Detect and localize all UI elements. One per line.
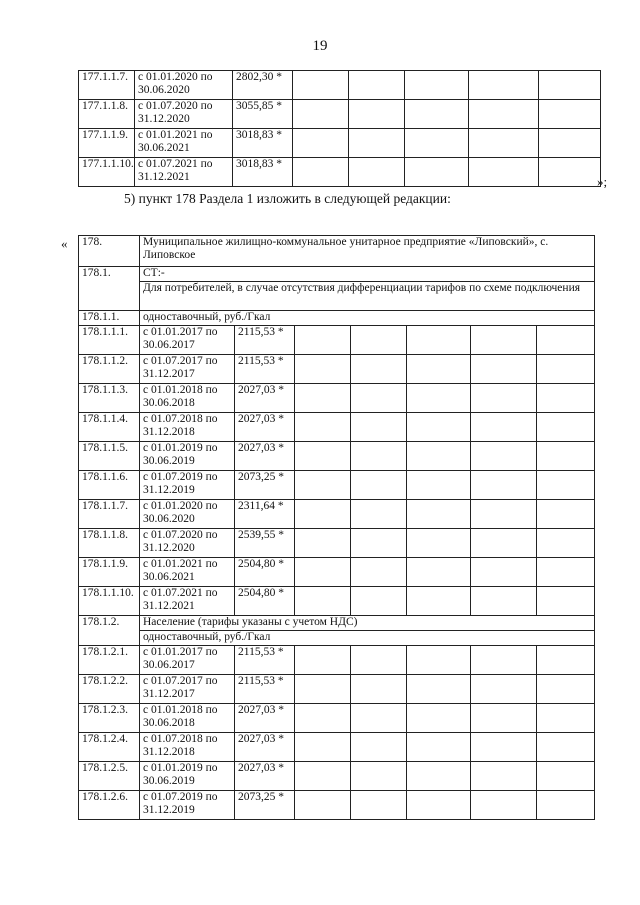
empty-cell — [537, 704, 595, 733]
empty-cell — [471, 791, 537, 820]
empty-cell — [351, 355, 407, 384]
group2-row — [79, 616, 595, 631]
row-period: с 01.01.2017 по 30.06.2017 — [140, 326, 235, 355]
row-period: с 01.01.2020 по 30.06.2020 — [140, 500, 235, 529]
opening-quote-mark: « — [61, 236, 68, 251]
row-code: 178.1.1.8. — [79, 529, 140, 558]
empty-cell — [351, 384, 407, 413]
row-code: 177.1.1.10. — [79, 158, 135, 187]
empty-cell — [471, 675, 537, 704]
table-row — [79, 733, 595, 762]
empty-cell — [351, 326, 407, 355]
row-value: 2115,53 * — [235, 675, 295, 704]
empty-cell — [469, 158, 539, 187]
row-period: с 01.01.2019 по 30.06.2019 — [140, 442, 235, 471]
empty-cell — [471, 704, 537, 733]
row-period: с 01.07.2019 по 31.12.2019 — [140, 791, 235, 820]
amendment-instruction: 5) пункт 178 Раздела 1 изложить в следующей редакции: — [124, 191, 451, 206]
row-code: 178.1.1.10. — [79, 587, 140, 616]
empty-cell — [407, 704, 471, 733]
table-row — [79, 704, 595, 733]
empty-cell — [471, 646, 537, 675]
empty-cell — [295, 646, 351, 675]
table-row — [79, 158, 601, 187]
empty-cell — [349, 158, 405, 187]
empty-cell — [471, 500, 537, 529]
empty-cell — [407, 791, 471, 820]
row-period: с 01.07.2017 по 31.12.2017 — [140, 355, 235, 384]
group1-label: одноставочный, руб./Гкал — [140, 311, 595, 326]
system-row — [79, 267, 595, 282]
group2-sublabel: одноставочный, руб./Гкал — [140, 631, 595, 646]
row-value: 3055,85 * — [233, 100, 293, 129]
page-number: 19 — [312, 38, 328, 54]
empty-cell — [469, 100, 539, 129]
empty-cell — [293, 129, 349, 158]
group2-label: Население (тарифы указаны с учетом НДС) — [140, 616, 595, 631]
row-period: с 01.07.2020 по 31.12.2020 — [140, 529, 235, 558]
empty-cell — [537, 413, 595, 442]
table-row — [79, 326, 595, 355]
row-code: 178.1.2.5. — [79, 762, 140, 791]
empty-cell — [293, 100, 349, 129]
empty-cell — [537, 384, 595, 413]
empty-cell — [471, 471, 537, 500]
empty-cell — [407, 355, 471, 384]
empty-cell — [407, 500, 471, 529]
empty-cell — [295, 355, 351, 384]
row-period: с 01.01.2021 по 30.06.2021 — [135, 129, 233, 158]
row-value: 2115,53 * — [235, 646, 295, 675]
empty-cell — [471, 762, 537, 791]
group1-code: 178.1.1. — [79, 311, 140, 326]
row-value: 2073,25 * — [235, 791, 295, 820]
empty-cell — [407, 326, 471, 355]
row-period: с 01.07.2017 по 31.12.2017 — [140, 675, 235, 704]
empty-cell — [351, 646, 407, 675]
empty-cell — [537, 442, 595, 471]
row-period: с 01.07.2021 по 31.12.2021 — [140, 587, 235, 616]
empty-cell — [539, 100, 601, 129]
empty-cell — [351, 558, 407, 587]
system-code: 178.1. — [79, 267, 140, 311]
empty-cell — [405, 100, 469, 129]
empty-cell — [407, 675, 471, 704]
empty-cell — [471, 558, 537, 587]
tariff-table-178 — [78, 235, 595, 820]
row-value: 3018,83 * — [233, 158, 293, 187]
table-row — [79, 100, 601, 129]
row-value: 2027,03 * — [235, 442, 295, 471]
empty-cell — [405, 129, 469, 158]
row-value: 2073,25 * — [235, 471, 295, 500]
empty-cell — [537, 500, 595, 529]
empty-cell — [295, 413, 351, 442]
row-period: с 01.07.2018 по 31.12.2018 — [140, 733, 235, 762]
row-code: 178.1.1.7. — [79, 500, 140, 529]
empty-cell — [407, 442, 471, 471]
empty-cell — [537, 646, 595, 675]
system-label: СТ:- — [140, 267, 595, 282]
empty-cell — [349, 129, 405, 158]
empty-cell — [471, 384, 537, 413]
row-code: 178.1.2.4. — [79, 733, 140, 762]
row-period: с 01.07.2020 по 31.12.2020 — [135, 100, 233, 129]
group2-subrow — [79, 631, 595, 646]
consumers-label: Для потребителей, в случае отсутствия дифференциации тарифов по схеме подключения — [140, 282, 595, 311]
empty-cell — [537, 675, 595, 704]
org-name: Муниципальное жилищно-коммунальное унитарное предприятие «Липовский», с. Липовское — [140, 236, 595, 267]
empty-cell — [293, 71, 349, 100]
table-row — [79, 355, 595, 384]
empty-cell — [407, 733, 471, 762]
empty-cell — [351, 500, 407, 529]
row-code: 178.1.2.3. — [79, 704, 140, 733]
row-value: 2027,03 * — [235, 413, 295, 442]
empty-cell — [407, 384, 471, 413]
empty-cell — [537, 791, 595, 820]
table-row — [79, 471, 595, 500]
empty-cell — [407, 558, 471, 587]
empty-cell — [295, 500, 351, 529]
table-row — [79, 129, 601, 158]
row-code: 178.1.1.6. — [79, 471, 140, 500]
table-row — [79, 646, 595, 675]
group2-code: 178.1.2. — [79, 616, 140, 646]
empty-cell — [537, 355, 595, 384]
empty-cell — [471, 733, 537, 762]
empty-cell — [471, 529, 537, 558]
empty-cell — [351, 413, 407, 442]
empty-cell — [405, 71, 469, 100]
closing-quote-mark: »; — [597, 174, 608, 189]
row-value: 2539,55 * — [235, 529, 295, 558]
empty-cell — [471, 326, 537, 355]
table-row — [79, 791, 595, 820]
empty-cell — [295, 704, 351, 733]
row-value: 2027,03 * — [235, 733, 295, 762]
empty-cell — [295, 471, 351, 500]
row-code: 178.1.1.5. — [79, 442, 140, 471]
empty-cell — [469, 129, 539, 158]
consumers-row — [79, 282, 595, 311]
table-row — [79, 762, 595, 791]
empty-cell — [351, 442, 407, 471]
empty-cell — [351, 471, 407, 500]
row-value: 2504,80 * — [235, 587, 295, 616]
row-value: 2311,64 * — [235, 500, 295, 529]
empty-cell — [539, 158, 601, 187]
empty-cell — [539, 129, 601, 158]
empty-cell — [351, 675, 407, 704]
org-row — [79, 236, 595, 267]
empty-cell — [537, 558, 595, 587]
row-code: 178.1.2.1. — [79, 646, 140, 675]
empty-cell — [351, 762, 407, 791]
row-period: с 01.07.2019 по 31.12.2019 — [140, 471, 235, 500]
row-value: 2027,03 * — [235, 704, 295, 733]
empty-cell — [407, 529, 471, 558]
empty-cell — [295, 762, 351, 791]
row-period: с 01.01.2021 по 30.06.2021 — [140, 558, 235, 587]
empty-cell — [407, 471, 471, 500]
table-row — [79, 500, 595, 529]
empty-cell — [351, 733, 407, 762]
row-code: 178.1.1.2. — [79, 355, 140, 384]
table-row — [79, 529, 595, 558]
row-period: с 01.07.2021 по 31.12.2021 — [135, 158, 233, 187]
empty-cell — [293, 158, 349, 187]
row-code: 178.1.1.3. — [79, 384, 140, 413]
empty-cell — [349, 100, 405, 129]
empty-cell — [351, 529, 407, 558]
empty-cell — [295, 326, 351, 355]
empty-cell — [407, 413, 471, 442]
row-code: 177.1.1.9. — [79, 129, 135, 158]
empty-cell — [537, 587, 595, 616]
empty-cell — [471, 355, 537, 384]
row-period: с 01.01.2018 по 30.06.2018 — [140, 384, 235, 413]
empty-cell — [537, 733, 595, 762]
row-code: 178.1.2.6. — [79, 791, 140, 820]
empty-cell — [471, 442, 537, 471]
empty-cell — [537, 529, 595, 558]
empty-cell — [537, 762, 595, 791]
row-value: 2504,80 * — [235, 558, 295, 587]
empty-cell — [351, 704, 407, 733]
empty-cell — [295, 529, 351, 558]
empty-cell — [469, 71, 539, 100]
empty-cell — [407, 587, 471, 616]
row-value: 2115,53 * — [235, 355, 295, 384]
row-code: 177.1.1.8. — [79, 100, 135, 129]
empty-cell — [295, 442, 351, 471]
row-value: 2027,03 * — [235, 762, 295, 791]
row-code: 177.1.1.7. — [79, 71, 135, 100]
org-code: 178. — [79, 236, 140, 267]
empty-cell — [349, 71, 405, 100]
empty-cell — [295, 791, 351, 820]
row-period: с 01.01.2018 по 30.06.2018 — [140, 704, 235, 733]
empty-cell — [295, 587, 351, 616]
row-period: с 01.01.2020 по 30.06.2020 — [135, 71, 233, 100]
empty-cell — [295, 733, 351, 762]
empty-cell — [351, 791, 407, 820]
empty-cell — [537, 326, 595, 355]
empty-cell — [407, 762, 471, 791]
table-row — [79, 71, 601, 100]
previous-tariff-table — [78, 70, 601, 187]
row-code: 178.1.2.2. — [79, 675, 140, 704]
table-row — [79, 558, 595, 587]
table-row — [79, 675, 595, 704]
empty-cell — [351, 587, 407, 616]
row-period: с 01.07.2018 по 31.12.2018 — [140, 413, 235, 442]
row-value: 2115,53 * — [235, 326, 295, 355]
row-value: 2802,30 * — [233, 71, 293, 100]
empty-cell — [295, 675, 351, 704]
empty-cell — [471, 413, 537, 442]
row-value: 2027,03 * — [235, 384, 295, 413]
empty-cell — [295, 558, 351, 587]
row-code: 178.1.1.4. — [79, 413, 140, 442]
row-period: с 01.01.2019 по 30.06.2019 — [140, 762, 235, 791]
empty-cell — [539, 71, 601, 100]
empty-cell — [405, 158, 469, 187]
empty-cell — [407, 646, 471, 675]
empty-cell — [295, 384, 351, 413]
row-code: 178.1.1.1. — [79, 326, 140, 355]
table-row — [79, 384, 595, 413]
empty-cell — [471, 587, 537, 616]
row-value: 3018,83 * — [233, 129, 293, 158]
table-row — [79, 413, 595, 442]
row-code: 178.1.1.9. — [79, 558, 140, 587]
empty-cell — [537, 471, 595, 500]
row-period: с 01.01.2017 по 30.06.2017 — [140, 646, 235, 675]
group1-row — [79, 311, 595, 326]
table-row — [79, 442, 595, 471]
table-row — [79, 587, 595, 616]
